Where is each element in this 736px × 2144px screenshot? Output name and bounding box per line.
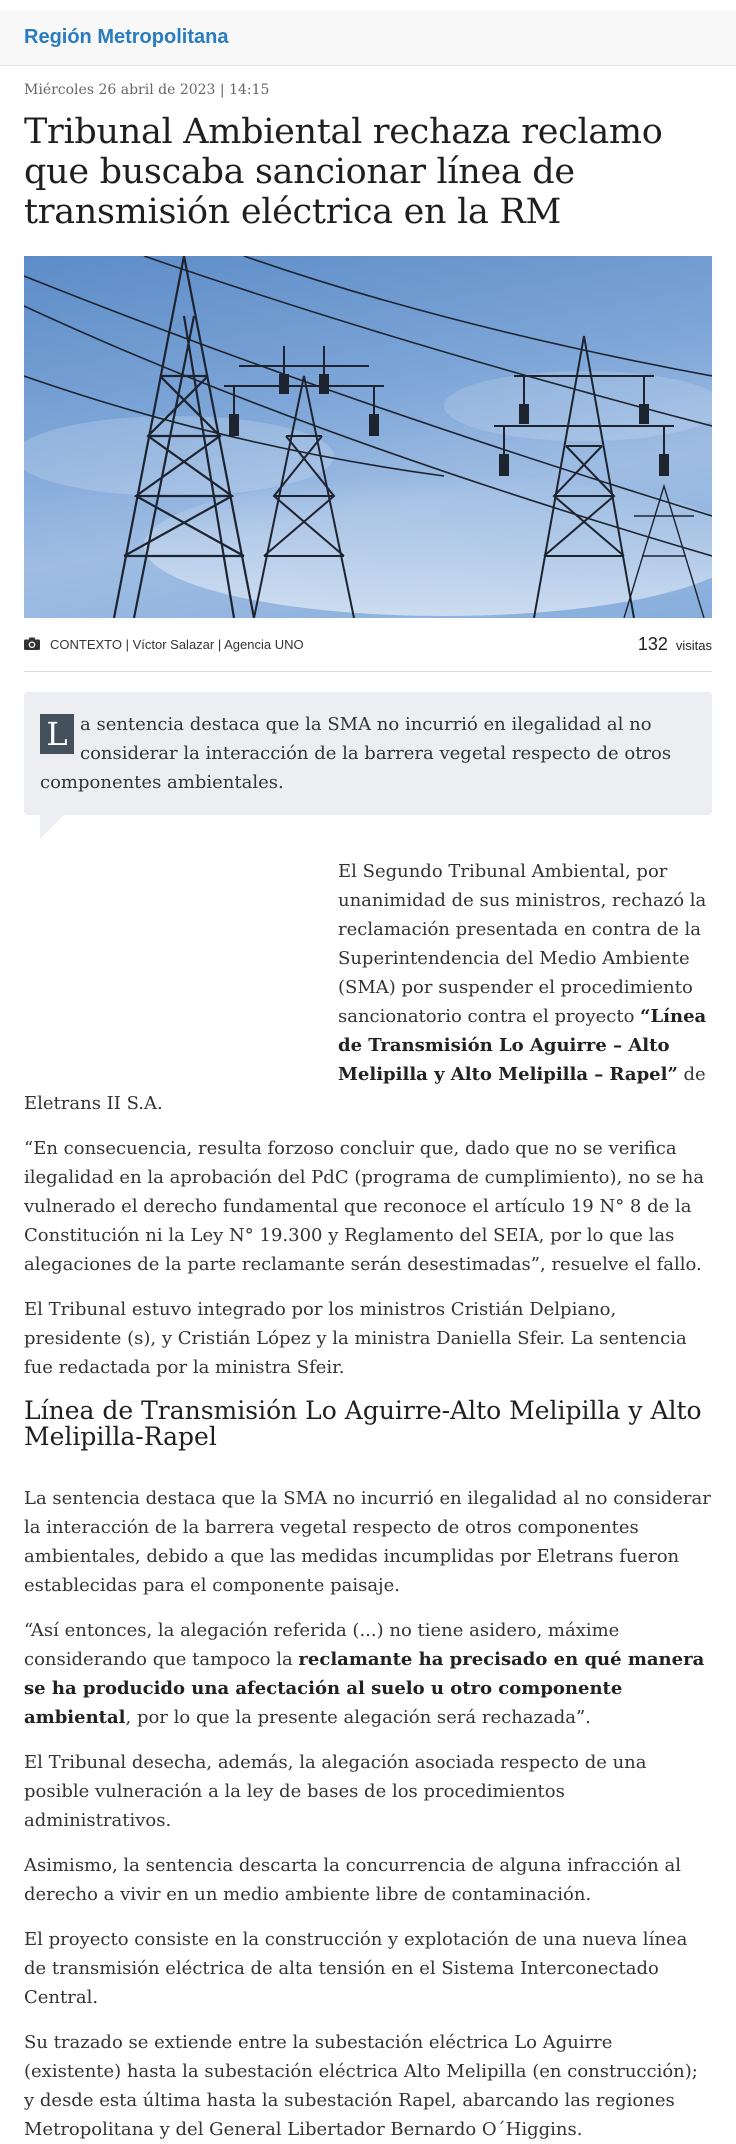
- article-lead: [24, 692, 712, 815]
- paragraph-1-end: de Eletrans II S.A.: [24, 1064, 706, 1114]
- lead-text: a sentencia destaca que la SMA no incurrió en ilegalidad al no considerar la interacción de la barrera vegetal respecto de otros componentes ambientales.: [40, 714, 672, 793]
- paragraph-1-text: El Segundo Tribunal Ambiental, por unanimidad de sus ministros, rechazó la reclamación presentada en contra de la Superintendencia del Medio Ambiente (SMA) por suspender el procedimiento sancionatorio contra el proyecto: [338, 861, 707, 1027]
- paragraph-5-bold: reclamante ha precisado en qué manera se ha producido una afectación al suelo u otro componente ambiental: [24, 1649, 705, 1728]
- visit-counter: [638, 634, 712, 655]
- paragraph-8: El proyecto consiste en la construcción y explotación de una nueva línea de transmisión eléctrica de alta tensión en el Sistema Interconectado Central.: [24, 1929, 688, 2008]
- image-caption-row: [24, 618, 712, 672]
- image-credit: CONTEXTO | Víctor Salazar | Agencia UNO: [50, 637, 304, 652]
- paragraph-6: El Tribunal desecha, además, la alegación asociada respecto de una posible vulneración a la ley de bases de los procedimientos administrativos.: [24, 1752, 647, 1831]
- paragraph-5-text: “Así entonces, la alegación referida (...) no tiene asidero, máxime considerando que tampoco la: [24, 1620, 620, 1670]
- paragraph-5: [24, 1616, 712, 1732]
- article-date: Miércoles 26 abril de 2023 | 14:15: [24, 82, 270, 98]
- visit-label: visitas: [675, 638, 712, 653]
- image-caption: [24, 635, 304, 654]
- article-subtitle: Línea de Transmisión Lo Aguirre-Alto Melipilla y Alto Melipilla-Rapel: [24, 1396, 702, 1451]
- lead-dropcap: L: [40, 714, 74, 754]
- paragraph-7: Asimismo, la sentencia descarta la concurrencia de alguna infracción al derecho a vivir en un medio ambiente libre de contaminación.: [24, 1855, 681, 1905]
- paragraph-9: Su trazado se extiende entre la subestación eléctrica Lo Aguirre (existente) hasta la subestación eléctrica Alto Melipilla (en construcción); y desde esta última hasta la subestación Rapel, abarcando las regiones Metropolitana y del General Libertador Bernardo O´Higgins.: [24, 2032, 698, 2140]
- article-title: Tribunal Ambiental rechaza reclamo que buscaba sancionar línea de transmisión eléctrica en la RM: [24, 112, 663, 232]
- power-lines-illustration: [24, 256, 712, 618]
- visit-count: 132: [637, 634, 668, 654]
- project-name: “Línea de Transmisión Lo Aguirre – Alto Melipilla y Alto Melipilla – Rapel”: [338, 1006, 707, 1085]
- section-header: [0, 10, 736, 66]
- paragraph-5-end: , por lo que la presente alegación será rechazada”.: [125, 1707, 591, 1728]
- section-link[interactable]: Región Metropolitana: [24, 26, 229, 48]
- article: [0, 66, 736, 2144]
- article-body: [24, 857, 712, 2144]
- camera-icon: [24, 635, 40, 654]
- paragraph-4: La sentencia destaca que la SMA no incurrió en ilegalidad al no considerar la interacción de la barrera vegetal respecto de otros componentes ambientales, debido a que las medidas incumplidas por Eletrans fueron establecidas para el componente paisaje.: [24, 1488, 711, 1596]
- ad-placeholder: [24, 857, 338, 1077]
- paragraph-3: El Tribunal estuvo integrado por los ministros Cristián Delpiano, presidente (s), y Cristián López y la ministra Daniella Sfeir. La sentencia fue redactada por la ministra Sfeir.: [24, 1299, 687, 1378]
- paragraph-2: “En consecuencia, resulta forzoso concluir que, dado que no se verifica ilegalidad en la aprobación del PdC (programa de cumplimiento), no se ha vulnerado el derecho fundamental que reconoce el artículo 19 N° 8 de la Constitución ni la Ley N° 19.300 y Reglamento del SEIA, por lo que las alegaciones de la parte reclamante serán desestimadas”, resuelve el fallo.: [24, 1138, 705, 1275]
- article-image[interactable]: [24, 256, 712, 618]
